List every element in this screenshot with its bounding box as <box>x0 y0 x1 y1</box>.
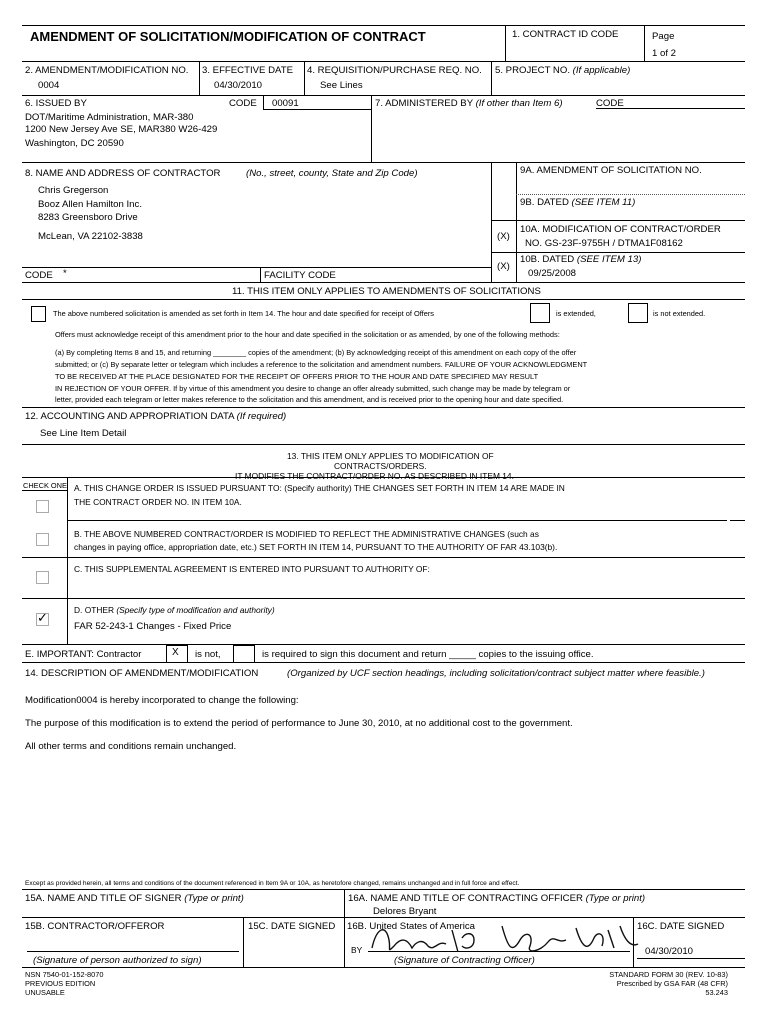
amendment-solicitation-label: 9A. AMENDMENT OF SOLICITATION NO. <box>520 165 702 176</box>
contractor-line1: Chris Gregerson <box>38 185 109 196</box>
item13-heading1: 13. THIS ITEM ONLY APPLIES TO MODIFICATION OF <box>287 451 494 461</box>
extended-label: is extended, <box>556 309 596 318</box>
contractor-label: 8. NAME AND ADDRESS OF CONTRACTOR <box>25 168 221 179</box>
administered-by-label: 7. ADMINISTERED BY (If other than Item 6) <box>375 98 563 109</box>
date-16c-value: 04/30/2010 <box>645 946 694 957</box>
issued-address-line3: Washington, DC 20590 <box>25 138 124 149</box>
form-title: AMENDMENT OF SOLICITATION/MODIFICATION OF CONTRACT <box>30 29 426 44</box>
x-mark: X <box>172 647 179 658</box>
description-paragraph2: The purpose of this modification is to extend the period of performance to June 30, 2010, at no additional cost to the government. <box>25 718 573 729</box>
standard-form-line2: Prescribed by GSA FAR (48 CFR) <box>616 979 728 988</box>
checkbox-13b[interactable] <box>36 533 49 546</box>
effective-date-label: 3. EFFECTIVE DATE <box>202 65 293 76</box>
signer-15a-label: 15A. NAME AND TITLE OF SIGNER (Type or print) <box>25 893 244 904</box>
amendment-no-label: 2. AMENDMENT/MODIFICATION NO. <box>25 65 189 76</box>
contractor-code-value: * <box>63 268 67 279</box>
item13-b-line2: changes in paying office, appropriation date, etc.) SET FORTH IN ITEM 14, PURSUANT TO THE AUTHORITY OF FAR 43.103(b). <box>74 542 558 552</box>
item13-c-line1: C. THIS SUPPLEMENTAL AGREEMENT IS ENTERED INTO PURSUANT TO AUTHORITY OF: <box>74 564 430 574</box>
item13-heading2: CONTRACTS/ORDERS. <box>334 461 427 471</box>
requisition-label: 4. REQUISITION/PURCHASE REQ. NO. <box>307 65 482 76</box>
amendment-no-value: 0004 <box>38 80 60 91</box>
contractor-line4: McLean, VA 22102-3838 <box>38 231 143 242</box>
not-extended-label: is not extended. <box>653 309 706 318</box>
item11-line3: (a) By completing Items 8 and 15, and returning ________ copies of the amendment; (b) By acknowledging receipt of this amendment on each copy of the offer <box>55 348 577 357</box>
effective-date-value: 04/30/2010 <box>214 80 263 91</box>
dated-10b-value: 09/25/2008 <box>528 268 577 279</box>
page-label: Page <box>652 31 675 42</box>
administered-code-label: CODE <box>596 98 624 109</box>
item11-line1: The above numbered solicitation is amended as set forth in Item 14. The hour and date specified for receipt of Offers <box>53 309 434 318</box>
mark-10a: (X) <box>497 231 510 242</box>
issued-code-value: 00091 <box>272 98 299 109</box>
item11-checkbox[interactable] <box>31 306 46 322</box>
item11-line2: Offers must acknowledge receipt of this amendment prior to the hour and date specified in the solicitation or as amended, by one of the following methods: <box>55 330 560 339</box>
item13-heading3: IT MODIFIES THE CONTRACT/ORDER NO. AS DESCRIBED IN ITEM 14. <box>235 471 514 481</box>
item13-a-line2: THE CONTRACT ORDER NO. IN ITEM 10A. <box>74 497 242 507</box>
signature-16-caption: (Signature of Contracting Officer) <box>394 955 535 966</box>
contractor-line2: Booz Allen Hamilton Inc. <box>38 199 142 210</box>
issued-address-line1: DOT/Maritime Administration, MAR-380 <box>25 112 194 123</box>
facility-code-label: FACILITY CODE <box>264 270 336 281</box>
item13-a-line1: A. THIS CHANGE ORDER IS ISSUED PURSUANT TO: (Specify authority) THE CHANGES SET FORTH IN ITEM 14 ARE MADE IN <box>74 483 565 493</box>
accounting-value: See Line Item Detail <box>40 428 127 439</box>
description-paragraph1: Modification0004 is hereby incorporated to change the following: <box>25 695 299 706</box>
contracting-officer-signature <box>362 918 662 960</box>
checkbox-13a[interactable] <box>36 500 49 513</box>
item11-heading: 11. THIS ITEM ONLY APPLIES TO AMENDMENTS OF SOLICITATIONS <box>232 286 541 297</box>
contract-id-label: 1. CONTRACT ID CODE <box>512 29 619 40</box>
is-not-label: is not, <box>195 649 221 660</box>
modification-contract-value: NO. GS-23F-9755H / DTMA1F08162 <box>525 238 683 249</box>
issued-address-line2: 1200 New Jersey Ave SE, MAR380 W26-429 <box>25 124 218 135</box>
item13-d-label: D. OTHER (Specify type of modification and authority) <box>74 605 275 615</box>
contractor-15b-label: 15B. CONTRACTOR/OFFEROR <box>25 921 165 932</box>
project-no-label: 5. PROJECT NO. (If applicable) <box>495 65 631 76</box>
not-extended-checkbox[interactable] <box>628 303 648 323</box>
check-mark-icon: ✓ <box>37 610 48 625</box>
signature-15-caption: (Signature of person authorized to sign) <box>33 955 202 966</box>
description-label: 14. DESCRIPTION OF AMENDMENT/MODIFICATION <box>25 668 259 679</box>
item13-d-value: FAR 52-243-1 Changes - Fixed Price <box>74 621 232 632</box>
item11-line4: submitted; or (c) By separate letter or telegram which includes a reference to the solicitation and amendment numbers. FAILURE OF YOUR ACKNOWLEDGMENT <box>55 360 588 369</box>
officer-name: Delores Bryant <box>373 906 437 917</box>
usa-16b-label: 16B. United States of America <box>347 921 475 932</box>
description-paragraph3: All other terms and conditions remain unchanged. <box>25 741 237 752</box>
is-required-label: is required to sign this document and return _____ copies to the issuing office. <box>262 649 594 660</box>
issued-by-label: 6. ISSUED BY <box>25 98 87 109</box>
modification-contract-label: 10A. MODIFICATION OF CONTRACT/ORDER <box>520 224 721 235</box>
page-value: 1 of 2 <box>652 48 677 59</box>
item11-line7: letter, provided each telegram or letter makes reference to the solicitation and this amendment, and is received prior to the opening hour and date specified. <box>55 395 564 404</box>
description-note: (Organized by UCF section headings, including solicitation/contract subject matter where feasible.) <box>287 668 705 679</box>
issued-code-label: CODE <box>229 98 257 109</box>
extended-checkbox[interactable] <box>530 303 550 323</box>
checkbox-13c[interactable] <box>36 571 49 584</box>
except-statement: Except as provided herein, all terms and conditions of the document referenced in Item 9A or 10A, as heretofore changed, remains unchanged and in full force and effect. <box>25 880 520 887</box>
date-16c-label: 16C. DATE SIGNED <box>637 921 725 932</box>
standard-form-line3: 53.243 <box>705 988 728 997</box>
nsn-line3: UNUSABLE <box>25 988 65 997</box>
officer-16a-label: 16A. NAME AND TITLE OF CONTRACTING OFFICER (Type or print) <box>348 893 646 904</box>
item11-line5: TO BE RECEIVED AT THE PLACE DESIGNATED FOR THE RECEIPT OF OFFERS PRIOR TO THE HOUR AND DATE SPECIFIED MAY RESULT <box>55 372 539 381</box>
contractor-note: (No., street, county, State and Zip Code) <box>246 168 418 179</box>
contractor-code-label: CODE <box>25 270 53 281</box>
item13-b-line1: B. THE ABOVE NUMBERED CONTRACT/ORDER IS MODIFIED TO REFLECT THE ADMINISTRATIVE CHANGES (such as <box>74 529 539 539</box>
item11-line6: IN REJECTION OF YOUR OFFER. If by virtue of this amendment you desire to change an offer already submitted, such change may be made by telegram or <box>55 384 571 393</box>
important-label: E. IMPORTANT: Contractor <box>25 649 142 660</box>
accounting-label: 12. ACCOUNTING AND APPROPRIATION DATA (If required) <box>25 411 287 422</box>
date-15c-label: 15C. DATE SIGNED <box>248 921 336 932</box>
is-required-checkbox[interactable] <box>233 645 255 663</box>
standard-form-line1: STANDARD FORM 30 (REV. 10-83) <box>609 970 728 979</box>
mark-10b: (X) <box>497 261 510 272</box>
dated-10b-label: 10B. DATED (SEE ITEM 13) <box>520 254 642 265</box>
dated-9b-label: 9B. DATED (SEE ITEM 11) <box>520 197 636 208</box>
by-label: BY <box>351 945 363 955</box>
nsn-line1: NSN 7540-01-152-8070 <box>25 970 104 979</box>
check-one-label: CHECK ONE <box>23 481 67 490</box>
contractor-line3: 8283 Greensboro Drive <box>38 212 138 223</box>
nsn-line2: PREVIOUS EDITION <box>25 979 96 988</box>
requisition-value: See Lines <box>320 80 363 91</box>
